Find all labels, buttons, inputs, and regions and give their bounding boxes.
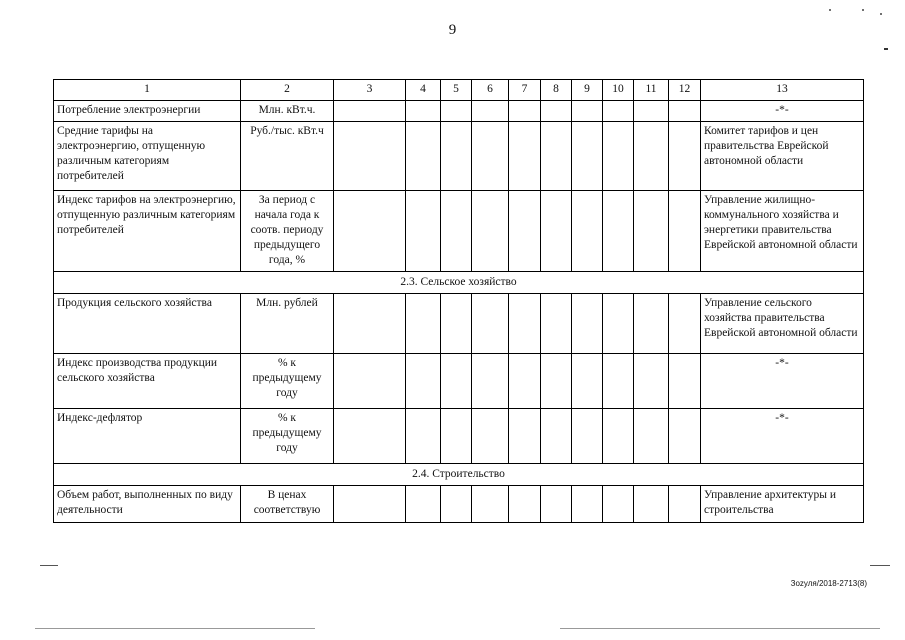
table-row bbox=[54, 122, 864, 191]
unit-cell: % к предыдущему году bbox=[241, 353, 334, 408]
unit-cell: В ценах соответствую bbox=[241, 485, 334, 522]
header-cell: 4 bbox=[406, 80, 441, 101]
table-row bbox=[54, 485, 864, 522]
indicator-cell: Объем работ, выполненных по виду деятельности bbox=[54, 485, 241, 522]
responsible-cell: -*- bbox=[701, 101, 864, 122]
header-cell: 13 bbox=[701, 80, 864, 101]
header-row bbox=[54, 80, 864, 101]
section-row bbox=[54, 272, 864, 294]
page-bottom-margin bbox=[0, 568, 905, 640]
document-code: Зоzуля/2018-2713(8) bbox=[790, 579, 867, 588]
header-cell: 9 bbox=[572, 80, 603, 101]
header-cell: 11 bbox=[634, 80, 669, 101]
header-cell: 7 bbox=[509, 80, 541, 101]
unit-cell: Руб./тыс. кВт.ч bbox=[241, 122, 334, 191]
table-row bbox=[54, 293, 864, 353]
indicator-cell: Индекс производства продукции сельского хозяйства bbox=[54, 353, 241, 408]
indicator-cell: Продукция сельского хозяйства bbox=[54, 293, 241, 353]
page-number: 9 bbox=[448, 22, 457, 38]
responsible-cell: -*- bbox=[701, 408, 864, 463]
unit-cell: За период с начала года к соотв. периоду предыдущего года, % bbox=[241, 191, 334, 272]
unit-cell: Млн. рублей bbox=[241, 293, 334, 353]
section-title: 2.4. Строительство bbox=[54, 463, 864, 485]
indicator-cell: Средние тарифы на электроэнергию, отпущенную различным категориям потребителей bbox=[54, 122, 241, 191]
scan-mark bbox=[35, 628, 315, 629]
indicators-table bbox=[53, 79, 864, 523]
table-row bbox=[54, 191, 864, 272]
scan-speck bbox=[880, 13, 882, 15]
scan-mark bbox=[40, 565, 58, 566]
table-row bbox=[54, 101, 864, 122]
header-cell: 2 bbox=[241, 80, 334, 101]
section-title: 2.3. Сельское хозяйство bbox=[54, 272, 864, 294]
responsible-cell: Управление жилищно-коммунального хозяйства и энергетики правительства Еврейской автономной области bbox=[701, 191, 864, 272]
table-row bbox=[54, 353, 864, 408]
scan-speck bbox=[829, 9, 831, 11]
header-cell: 6 bbox=[472, 80, 509, 101]
header-cell: 3 bbox=[334, 80, 406, 101]
table-row bbox=[54, 408, 864, 463]
header-cell: 5 bbox=[441, 80, 472, 101]
scan-mark bbox=[870, 565, 890, 566]
responsible-cell: Управление сельского хозяйства правительства Еврейской автономной области bbox=[701, 293, 864, 353]
header-cell: 12 bbox=[669, 80, 701, 101]
scan-speck bbox=[884, 48, 888, 50]
unit-cell: % к предыдущему году bbox=[241, 408, 334, 463]
section-row bbox=[54, 463, 864, 485]
unit-cell: Млн. кВт.ч. bbox=[241, 101, 334, 122]
header-cell: 1 bbox=[54, 80, 241, 101]
indicator-cell: Индекс-дефлятор bbox=[54, 408, 241, 463]
indicator-cell: Потребление электроэнергии bbox=[54, 101, 241, 122]
responsible-cell: -*- bbox=[701, 353, 864, 408]
responsible-cell: Управление архитектуры и строительства bbox=[701, 485, 864, 522]
header-cell: 10 bbox=[603, 80, 634, 101]
scan-speck bbox=[862, 9, 864, 11]
indicator-cell: Индекс тарифов на электроэнергию, отпущенную различным категориям потребителей bbox=[54, 191, 241, 272]
scan-mark bbox=[560, 628, 880, 629]
responsible-cell: Комитет тарифов и цен правительства Еврейской автономной области bbox=[701, 122, 864, 191]
header-cell: 8 bbox=[541, 80, 572, 101]
